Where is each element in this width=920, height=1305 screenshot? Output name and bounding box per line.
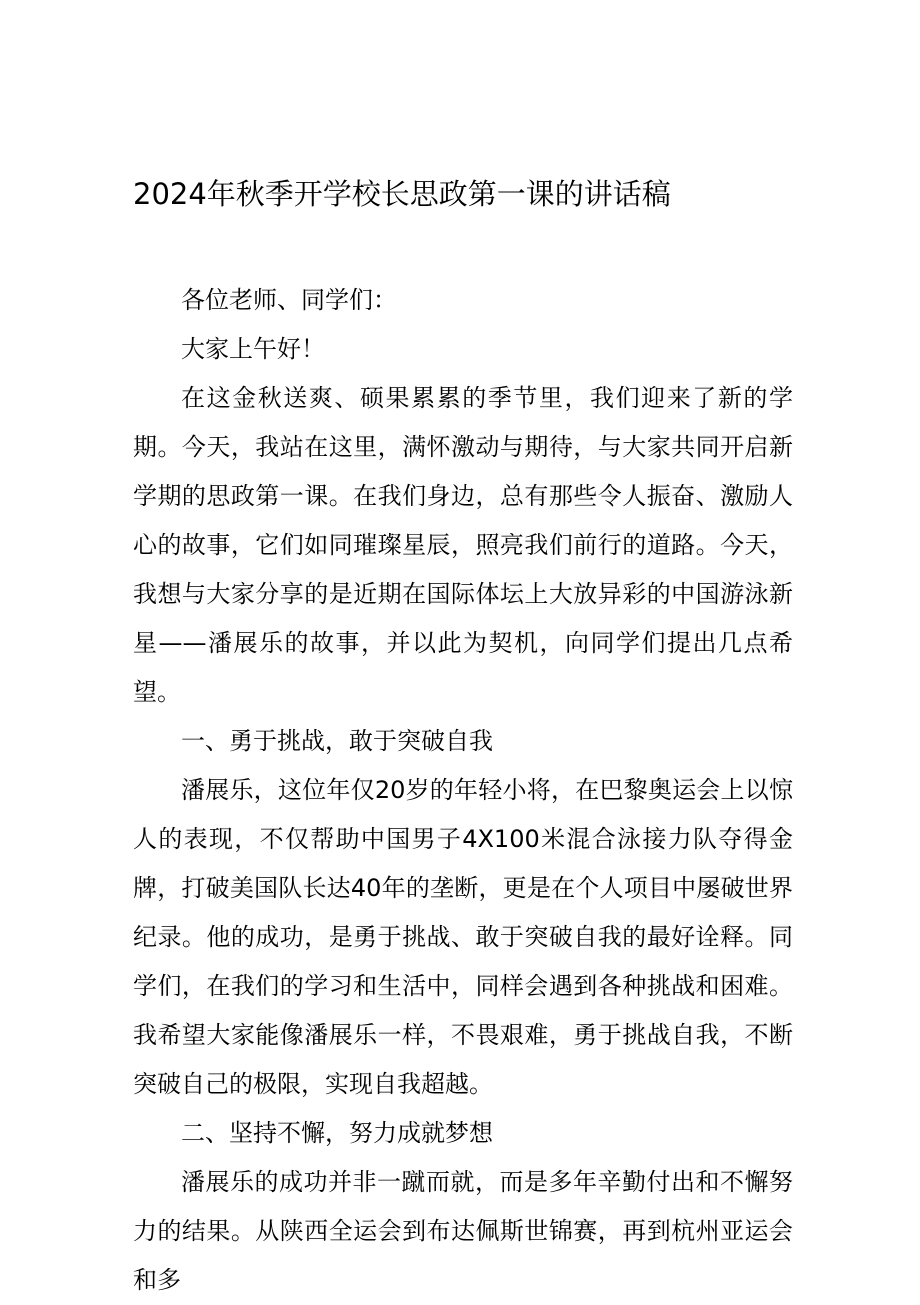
section-1-paragraph: 潘展乐，这位年仅20岁的年轻小将，在巴黎奥运会上以惊人的表现，不仅帮助中国男子4X100米混合泳接力队夺得金牌，打破美国队长达40年的垄断，更是在个人项目中屡破世界纪录。他的成功，是勇于挑战、敢于突破自我的最好诠释。同学们，在我们的学习和生活中，同样会遇到各种挑战和困难。我希望大家能像潘展乐一样，不畏艰难，勇于挑战自我，不断突破自己的极限，实现自我超越。 bbox=[133, 776, 793, 1098]
document-title: 2024年秋季开学校长思政第一课的讲话稿 bbox=[133, 177, 671, 211]
intro-paragraph: 在这金秋送爽、硕果累累的季节里，我们迎来了新的学期。今天，我站在这里，满怀激动与期待，与大家共同开启新学期的思政第一课。在我们身边，总有那些令人振奋、激励人心的故事，它们如同璀璨星辰，照亮我们前行的道路。今天，我想与大家分享的是近期在国际体坛上大放异彩的中国游泳新星——潘展乐的故事，并以此为契机，向同学们提出几点希望。 bbox=[133, 384, 793, 706]
section-heading-2: 二、坚持不懈，努力成就梦想 bbox=[181, 1119, 493, 1147]
salutation-line: 大家上午好！ bbox=[181, 335, 325, 363]
document-body bbox=[133, 276, 793, 1305]
section-2-paragraph: 潘展乐的成功并非一蹴而就，而是多年辛勤付出和不懈努力的结果。从陕西全运会到布达佩斯世锦赛，再到杭州亚运会和多 bbox=[133, 1168, 793, 1294]
greeting-line: 各位老师、同学们： bbox=[181, 286, 397, 314]
section-heading-1: 一、勇于挑战，敢于突破自我 bbox=[181, 727, 493, 755]
